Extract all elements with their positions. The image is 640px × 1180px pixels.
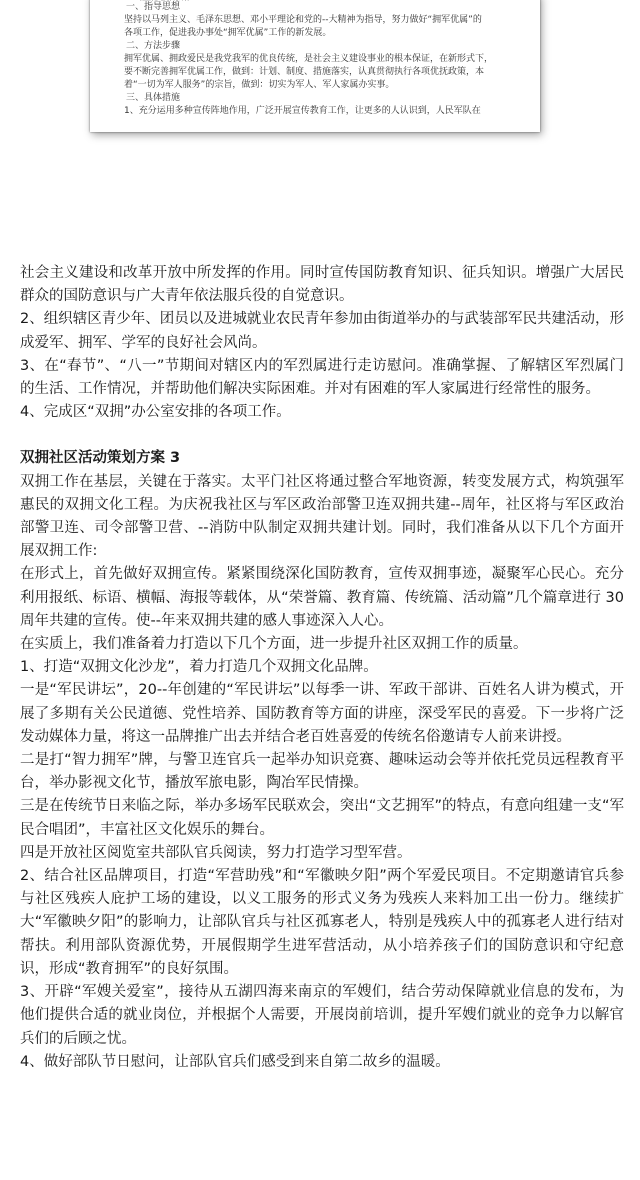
- page-line: 坚持以马列主义、毛泽东思想、邓小平理论和党的--大精神为指导，努力做好“拥军优属”的: [124, 15, 482, 25]
- paragraph: 社会主义建设和改革开放中所发挥的作用。同时宣传国防教育知识、征兵知识。增强广大居民群众的国防意识与广大青年依法服兵役的自觉意识。: [20, 265, 624, 305]
- paragraph: 4、完成区“双拥”办公室安排的各项工作。: [20, 404, 291, 421]
- page-line: 着“一切为军人服务”的宗旨，做到：切实为军人、军人家属办实事。: [124, 80, 395, 90]
- page-image-text: [124, 0, 522, 118]
- paragraph: 2、结合社区品牌项目，打造“军营助残”和“军徽映夕阳”两个军爱民项目。不定期邀请官兵参与社区残疾人庇护工场的建设，以义工服务的形式义务为残疾人来料加工出一份力。继续扩大“军徽映夕阳”的影响力，让部队官兵与社区孤寡老人，特别是残疾人中的孤寡老人进行结对帮扶。利用部队资源优势，开展假期学生进军营活动，从小培养孩子们的国防意识和守纪意识，形成“教育拥军”的良好氛围。: [20, 868, 624, 977]
- paragraph: 1、打造“双拥文化沙龙”，着力打造几个双拥文化品牌。: [20, 659, 378, 676]
- page-line: 要不断完善拥军优属工作，做到：计划、制度、措施落实，认真贯彻执行各项优抚政策，本: [124, 67, 485, 77]
- page-line: 拥军优属、拥政爱民是我党我军的优良传统，是社会主义建设事业的根本保证，在新形式下，: [124, 54, 494, 64]
- document-page-image: [90, 0, 540, 132]
- paragraph: 四是开放社区阅览室共部队官兵阅读，努力打造学习型军营。: [20, 844, 412, 861]
- page-heading-measures: 三、具体措施: [126, 93, 181, 103]
- page-line: 各项工作，促进我办事处“拥军优属”工作的新发展。: [124, 28, 332, 38]
- paragraph: 三是在传统节日来临之际，举办多场军民联欢会，突出“文艺拥军”的特点，有意向组建一支“军民合唱团”，丰富社区文化娱乐的舞台。: [20, 798, 624, 838]
- page-heading-guiding-thought: 一、指导思想: [126, 2, 181, 12]
- paragraph: 双拥工作在基层，关键在于落实。太平门社区将通过整合军地资源，转变发展方式，构筑强军惠民的双拥文化工程。为庆祝我社区与军区政治部警卫连双拥共建--周年，社区将与军区政治部警卫连、司令部警卫营、--消防中队制定双拥共建计划。同时，我们准备从以下几个方面开展双拥工作:: [20, 473, 624, 560]
- paragraph: 3、开辟“军嫂关爱室”，接待从五湖四海来南京的军嫂们，结合劳动保障就业信息的发布，为他们提供合适的就业岗位，并根据个人需要，开展岗前培训，提升军嫂们就业的竞争力以解官兵们的后顾之忧。: [20, 984, 624, 1047]
- section-title: 双拥社区活动策划方案 3: [20, 450, 181, 467]
- page-heading-methods: 二、方法步骤: [126, 41, 181, 51]
- paragraph: 3、在“春节”、“八一”节期间对辖区内的军烈属进行走访慰问。准确掌握、了解辖区军烈属门的生活、工作情况，并帮助他们解决实际困难。并对有困难的军人家属进行经常性的服务。: [20, 357, 624, 398]
- paragraph: 4、做好部队节日慰问，让部队官兵们感受到来自第二故乡的温暖。: [20, 1053, 450, 1070]
- paragraph: 在实质上，我们准备着力打造以下几个方面，进一步提升社区双拥工作的质量。: [20, 636, 528, 653]
- paragraph: 在形式上，首先做好双拥宣传。紧紧围绕深化国防教育，宣传双拥事迹，凝聚军心民心。充分利用报纸、标语、横幅、海报等载体，从“荣誉篇、教育篇、传统篇、活动篇”几个篇章进行 30 周年共建的宣传。使--年来双拥共建的感人事迹深入人心。: [20, 566, 624, 629]
- page-line-cut: [124, 0, 522, 1]
- paragraph: 二是打“智力拥军”牌，与警卫连官兵一起举办知识竞赛、趣味运动会等并依托党员远程教育平台，举办影视文化节，播放军旅电影，陶冶军民情操。: [20, 752, 624, 792]
- page-line: 1、充分运用多种宣传阵地作用，广泛开展宣传教育工作，让更多的人认识到，人民军队在: [124, 106, 481, 116]
- section-spacer: [20, 424, 624, 447]
- paragraph: 2、组织辖区青少年、团员以及进城就业农民青年参加由街道举办的与武装部军民共建活动，形成爱军、拥军、学军的良好社会风尚。: [20, 311, 624, 351]
- paragraph: 一是“军民讲坛”，20--年创建的“军民讲坛”以每季一讲、军政干部讲、百姓名人讲为模式，开展了多期有关公民道德、党性培养、国防教育等方面的讲座，深受军民的喜爱。下一步将广泛发动媒体力量，将这一品牌推广出去并结合老百姓喜爱的传统名俗邀请专人前来讲授。: [20, 682, 624, 745]
- article-body: [20, 262, 624, 1074]
